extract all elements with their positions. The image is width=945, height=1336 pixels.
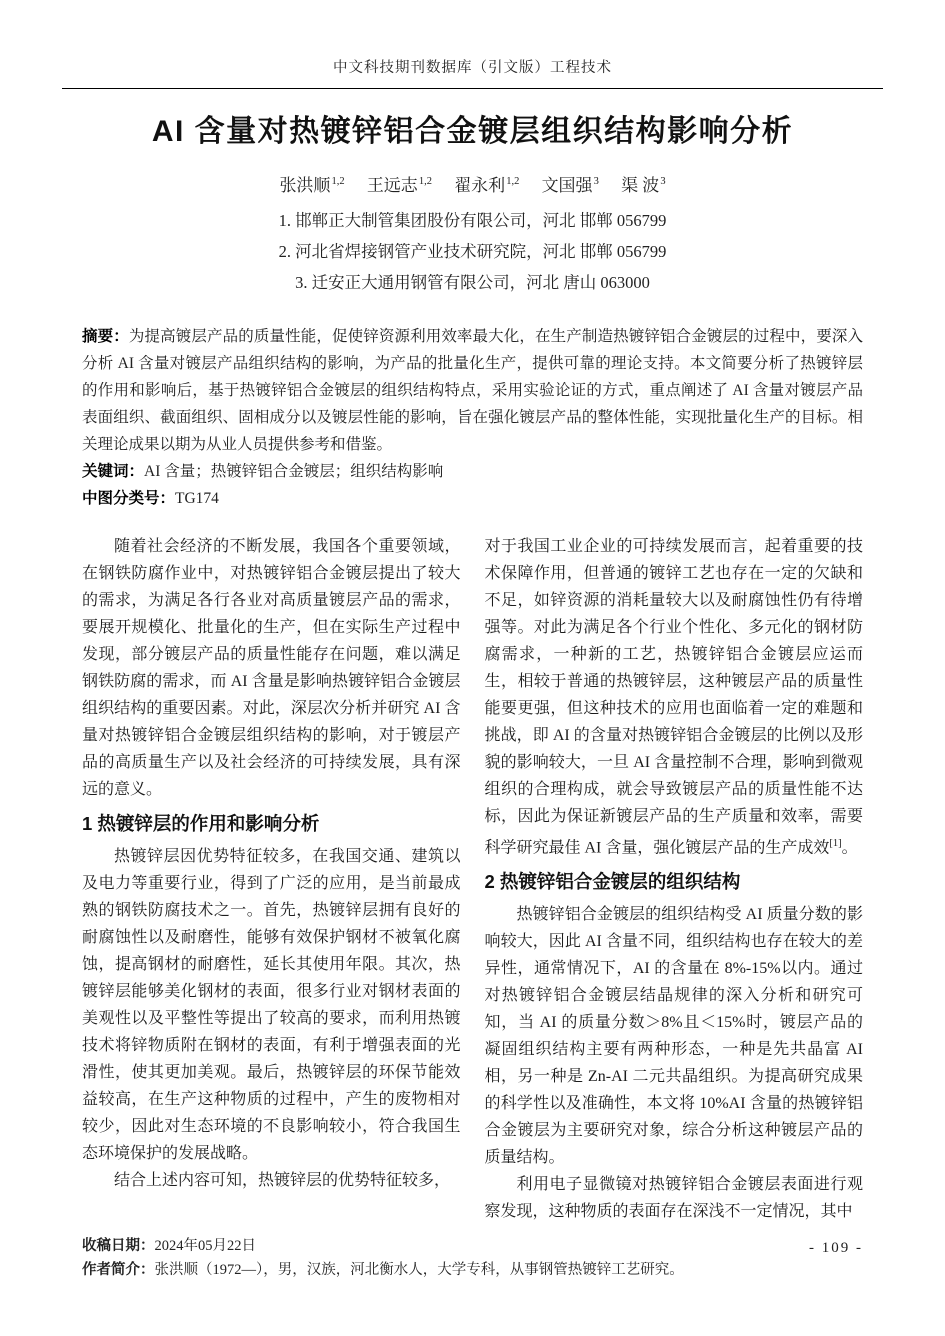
author-bio-label: 作者简介： <box>82 1261 155 1278</box>
author-5 <box>621 176 666 195</box>
keywords-text: AI 含量；热镀锌铝合金镀层；组织结构影响 <box>144 462 444 480</box>
keywords-label: 关键词： <box>82 462 145 480</box>
keywords-section <box>82 458 863 485</box>
body-columns <box>82 533 863 1225</box>
author-1-superscript: 1,2 <box>331 176 345 187</box>
author-2 <box>367 176 432 195</box>
author-4 <box>542 176 599 195</box>
received-date-label: 收稿日期： <box>82 1237 155 1254</box>
footnote <box>82 1234 863 1282</box>
author-bio-value: 张洪顺（1972—），男，汉族，河北衡水人，大学专科，从事钢管热镀锌工艺研究。 <box>154 1261 684 1278</box>
section-1-closing-paragraph: 结合上述内容可知，热镀锌层的优势特征较多， <box>114 1171 451 1189</box>
clc-section <box>82 485 863 512</box>
abstract-text: 为提高镀层产品的质量性能，促使锌资源利用效率最大化，在生产制造热镀锌铝合金镀层的过程中，要深入分析 AI 含量对镀层产品组织结构的影响，为产品的批量化生产，提供可靠的理论支持。本文简要分析了热镀锌层的作用和影响后，基于热镀锌铝合金镀层的组织结构特点，采用实验论证的方式，重点阐述了 AI 含量对镀层产品表面组织、截面组织、固相成分以及镀层性能的影响，旨在强化镀层产品的整体性能，实现批量化生产的目标。相关理论成果以期为从业人员提供参考和借鉴。 <box>82 327 863 453</box>
author-2-superscript: 1,2 <box>418 176 432 187</box>
clc-label: 中图分类号： <box>82 489 176 507</box>
header-divider <box>62 88 883 89</box>
page-number: - 109 - <box>809 1240 863 1256</box>
section-2-paragraph: 热镀锌铝合金镀层的组织结构受 AI 质量分数的影响较大，因此 AI 含量不同，组织结构也存在较大的差异性，通常情况下，AI 的含量在 8%-15%以内。通过对热镀锌铝合金镀层结晶规律的深入分析和研究可知，当 AI 的质量分数＞8%且＜15%时，镀层产品的凝固组织结构主要有两种形态，一种是先共晶富 AI 相，另一种是 Zn-AI 二元共晶组织。为提高研究成果的科学性以及准确性，本文将 10%AI 含量的热镀锌铝合金镀层为主要研究对象，综合分析这种镀层产品的质量结构。 <box>484 905 863 1166</box>
author-4-superscript: 3 <box>593 176 599 187</box>
section-1-continuation-tail: 。 <box>841 838 858 856</box>
author-3-name: 翟永利 <box>454 175 506 195</box>
citation-ref-1: [1] <box>829 837 842 849</box>
section-1-continuation-paragraph <box>485 533 864 861</box>
author-2-name: 王远志 <box>366 175 418 195</box>
abstract-section <box>82 323 863 458</box>
author-5-superscript: 3 <box>660 176 666 187</box>
clc-value: TG174 <box>175 489 219 507</box>
affiliation-3: 3. 迁安正大通用钢管有限公司，河北 唐山 063000 <box>295 272 650 292</box>
affiliation-1: 1. 邯郸正大制管集团股份有限公司，河北 邯郸 056799 <box>278 210 667 230</box>
section-1-heading: 1 热镀锌层的作用和影响分析 <box>82 812 320 834</box>
author-3 <box>454 176 519 195</box>
paper-title: AI 含量对热镀锌铝合金镀层组织结构影响分析 <box>151 115 794 148</box>
footnote-author-bio <box>82 1258 863 1282</box>
journal-name: 中文科技期刊数据库（引文版）工程技术 <box>333 60 612 76</box>
section-2-paragraph-2: 利用电子显微镜对热镀锌铝合金镀层表面进行观察发现，这种物质的表面存在深浅不一定情况，其中 <box>484 1175 863 1220</box>
section-1-paragraph: 热镀锌层因优势特征较多，在我国交通、建筑以及电力等重要行业，得到了广泛的应用，是当前最成熟的钢铁防腐技术之一。首先，热镀锌层拥有良好的耐腐蚀性以及耐磨性，能够有效保护钢材不被氧化腐蚀，提高钢材的耐磨性，延长其使用年限。其次，热镀锌层能够美化钢材的表面，很多行业对钢材表面的美观性以及平整性等提出了较高的要求，而利用热镀技术将锌物质附在钢材的表面，有利于增强表面的光滑性，使其更加美观。最后，热镀锌层的环保节能效益较高，在生产这种物质的过程中，产生的废物相对较少，因此对生态环境的不良影响较小，符合我国生态环境保护的发展战略。 <box>82 847 461 1162</box>
affiliation-list <box>82 205 863 298</box>
author-4-name: 文国强 <box>541 175 593 195</box>
author-line <box>82 169 863 198</box>
section-1-continuation-text: 对于我国工业企业的可持续发展而言，起着重要的技术保障作用，但普通的镀锌工艺也存在一定的欠缺和不足，如锌资源的消耗量较大以及耐腐蚀性仍有待增强等。对此为满足各个行业个性化、多元化的钢材防腐需求，一种新的工艺，热镀锌铝合金镀层应运而生，相较于普通的热镀锌层，这种镀层产品的质量性能要更强，但这种技术的应用也面临着一定的难题和挑战，即 AI 的含量对热镀锌铝合金镀层的比例以及形貌的影响较大，一旦 AI 含量控制不合理，影响到微观组织的合理构成，就会导致镀层产品的质量性能不达标，因此为保证新镀层产品的生产质量和效率，需要科学研究最佳 AI 含量，强化镀层产品的生产成效 <box>484 537 863 856</box>
author-1 <box>279 176 344 195</box>
abstract-label: 摘要： <box>82 327 129 345</box>
intro-paragraph: 随着社会经济的不断发展，我国各个重要领域，在钢铁防腐作业中，对热镀锌铝合金镀层提出了较大的需求，为满足各行各业对高质量镀层产品的需求，要展开规模化、批量化的生产，但在实际生产过程中发现，部分镀层产品的质量性能存在问题，难以满足钢铁防腐的需求，而 AI 含量是影响热镀锌铝合金镀层组织结构的重要因素。对此，深层次分析并研究 AI 含量对热镀锌铝合金镀层组织结构的影响，对于镀层产品的高质量生产以及社会经济的可持续发展，具有深远的意义。 <box>82 537 461 798</box>
affiliation-2: 2. 河北省焊接钢管产业技术研究院，河北 邯郸 056799 <box>278 241 667 261</box>
footnote-received-date <box>82 1234 863 1258</box>
right-column <box>485 533 864 1225</box>
author-1-name: 张洪顺 <box>279 175 331 195</box>
left-column <box>82 533 461 1225</box>
received-date-value: 2024年05月22日 <box>154 1237 256 1254</box>
section-2-heading: 2 热镀锌铝合金镀层的组织结构 <box>484 870 741 892</box>
author-3-superscript: 1,2 <box>506 176 520 187</box>
author-5-name: 渠 波 <box>621 175 660 195</box>
